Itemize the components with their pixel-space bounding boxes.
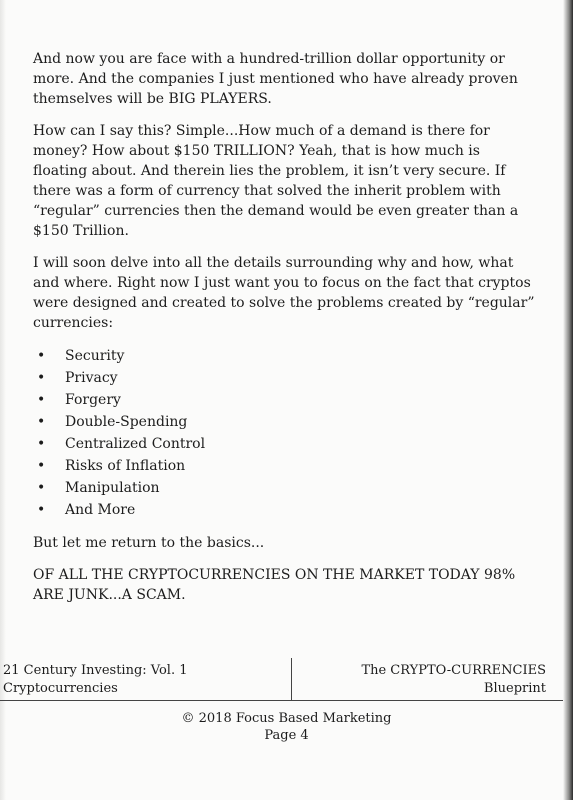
page-body bbox=[33, 49, 538, 617]
list-item: • Risks of Inflation bbox=[33, 455, 538, 477]
footer-horizontal-divider bbox=[0, 700, 563, 701]
footer-series-title bbox=[3, 662, 188, 698]
list-item: • Forgery bbox=[33, 389, 538, 411]
list-item: • Manipulation bbox=[33, 477, 538, 499]
footer-copyright-block bbox=[0, 710, 573, 744]
footer-series-subtitle: Cryptocurrencies bbox=[3, 681, 118, 696]
page-right-edge-shadow bbox=[563, 0, 573, 800]
copyright-notice: © 2018 Focus Based Marketing bbox=[181, 711, 392, 726]
footer-book-title-line: The CRYPTO-CURRENCIES bbox=[361, 663, 546, 678]
footer-book-title bbox=[361, 662, 546, 698]
page-number: Page 4 bbox=[264, 728, 309, 743]
list-item: • Centralized Control bbox=[33, 433, 538, 455]
list-item: • Privacy bbox=[33, 367, 538, 389]
problems-bullet-list bbox=[33, 345, 538, 521]
footer-vertical-divider bbox=[291, 658, 292, 700]
paragraph-demand: How can I say this? Simple...How much of a demand is there for money? How about $150 TRILLION? Yeah, that is how much is floating about. And therein lies the problem, it isn’t very secure. If there was a form of currency that solved the inherit problem with “regular” currencies then the demand would be even greater than a $150 Trillion. bbox=[33, 123, 519, 239]
footer-series-line: 21 Century Investing: Vol. 1 bbox=[3, 663, 188, 678]
list-item: • Double-Spending bbox=[33, 411, 538, 433]
paragraph-basics: But let me return to the basics... bbox=[33, 535, 265, 551]
paragraph-scam-warning: OF ALL THE CRYPTOCURRENCIES ON THE MARKET TODAY 98% ARE JUNK...A SCAM. bbox=[33, 567, 516, 603]
paragraph-problems-intro: I will soon delve into all the details surrounding why and how, what and where. Right now I just want you to focus on the fact that cryptos were designed and created to solve the problems created by “regular” currencies: bbox=[33, 255, 535, 331]
list-item: • Security bbox=[33, 345, 538, 367]
paragraph-opportunity: And now you are face with a hundred-trillion dollar opportunity or more. And the companies I just mentioned who have already proven themselves will be BIG PLAYERS. bbox=[33, 51, 518, 107]
footer-book-subtitle: Blueprint bbox=[483, 681, 546, 696]
list-item: • And More bbox=[33, 499, 538, 521]
